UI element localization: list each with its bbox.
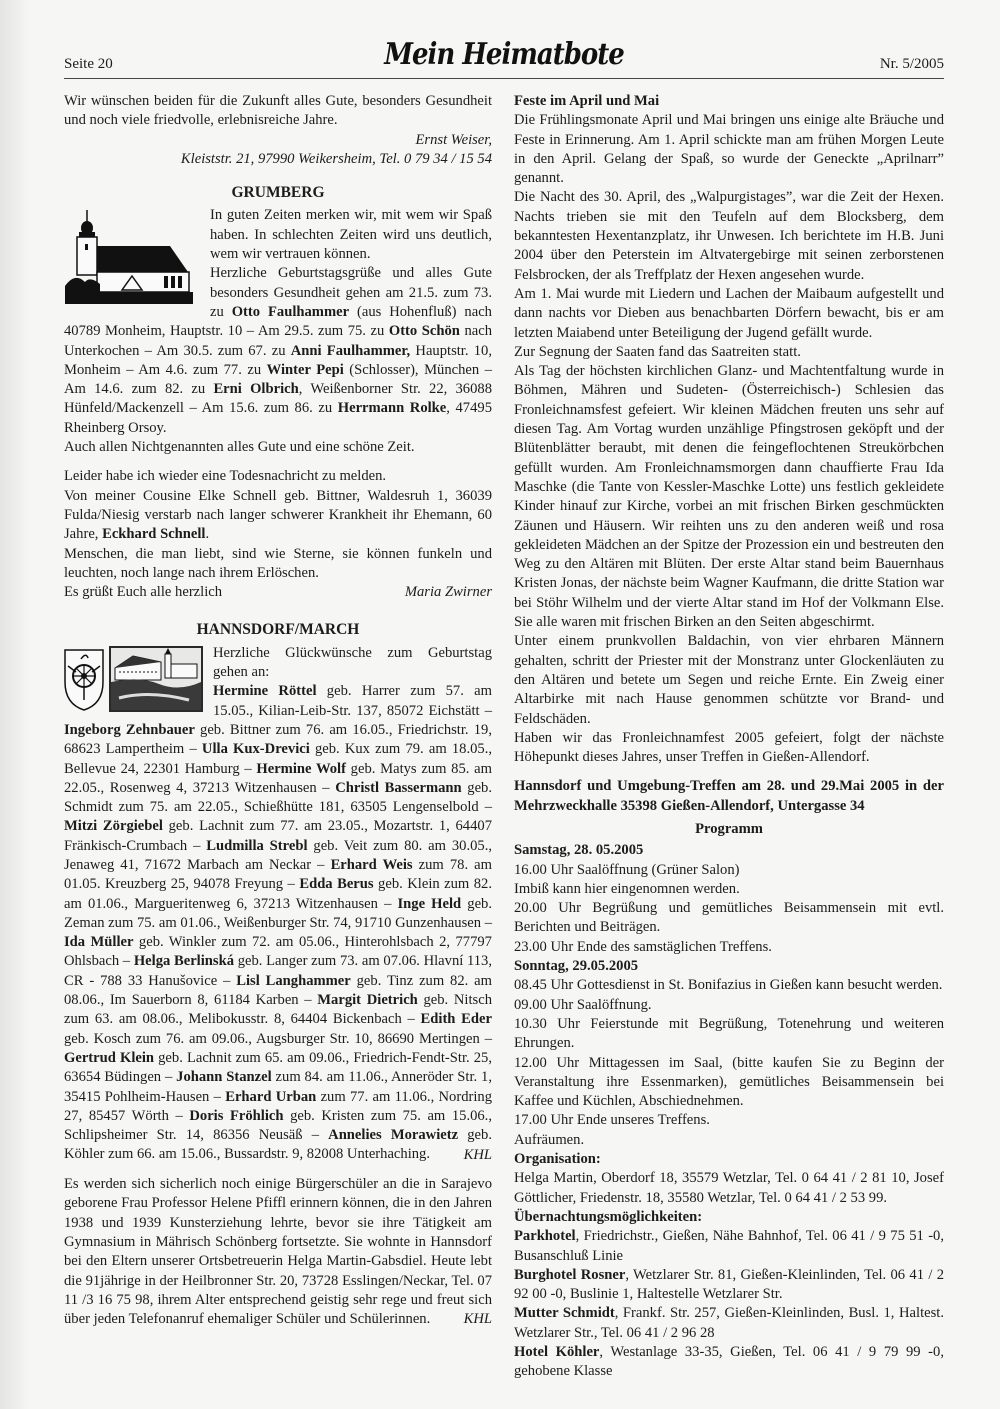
hannsdorf-section [64, 644, 492, 1165]
birthday-details: geb. Winkler zum 72. am 05.06., Hinterohlsbach 2, 77797 Ohlsbach – [64, 934, 492, 970]
person-name: Winter Pepi [266, 361, 344, 378]
text-run: , 47495 Rheinberg Orsoy. [64, 400, 492, 436]
person-name: Annelies Morawietz [328, 1127, 459, 1144]
person-name: Mitzi Zörgiebel [64, 818, 163, 835]
hotel-entry [514, 1304, 944, 1343]
feste-p7: Haben wir das Fronleichnamfest 2005 gefeiert, folgt der nächste Höhepunkt dieses Jahres, unser Treffen in Gießen-Allendorf. [514, 729, 944, 766]
hotel-entry [514, 1266, 944, 1305]
schedule-item: Aufräumen. [514, 1131, 585, 1148]
person-name: Eckhard Schnell [102, 526, 206, 543]
birthday-details: geb. Nitsch zum 63. am 08.06., Melibokusstr. 8, 64404 Bickenbach – [64, 992, 492, 1028]
sunday-schedule [514, 976, 944, 1150]
saturday-schedule [514, 861, 944, 957]
grumberg-section [64, 206, 492, 457]
feste-title: Feste im April und Mai [514, 93, 660, 109]
person-name: Erni Olbrich [213, 381, 299, 398]
signature-name: Ernst Weiser, [415, 131, 492, 148]
masthead-logo: Mein Heimatbote [384, 37, 624, 73]
person-name: Otto Faulhammer [231, 303, 350, 320]
issue-number: Nr. 5/2005 [879, 56, 944, 72]
person-name: Anni Faulhammer, [290, 342, 411, 359]
hotel-list [514, 1227, 944, 1381]
signature-khl: KHL [463, 1311, 492, 1328]
section-title-hannsdorf: HANNSDORF/MARCH [196, 621, 360, 639]
schedule-item: 16.00 Uhr Saalöffnung (Grüner Salon) [514, 861, 740, 878]
right-column [514, 92, 944, 1382]
saturday-title: Samstag, 28. 05.2005 [514, 842, 644, 859]
person-name: Erhard Urban [225, 1088, 317, 1105]
section-title-grumberg: GRUMBERG [231, 184, 325, 202]
birthday-details: geb. Matys zum 85. am 22.05., Rosenweg 4, 37213 Witzenhausen – [64, 760, 492, 796]
text-run: . [205, 526, 210, 543]
text-run: Herzliche Geburtstagsgrüße und alles Gute besonders Gesundheit gehen am 21.5. zum 73. zu [210, 265, 492, 320]
birthday-details: geb. Zeman zum 75. am 01.06., Weißenburger Str. 74, 91710 Gunzenhausen – [64, 895, 493, 931]
text-run: (Schlosser), München – Am 14.6. zum 82. zu [64, 361, 492, 398]
hotel-name: Mutter Schmidt [514, 1305, 615, 1322]
feste-p6: Unter einem prunkvollen Baldachin, von vier ehrbaren Männern gehalten, schritt der Priester mit der Monstranz unter Glockenläuten zu den Altären und betete um Segen und reiche Ernte. Ein Zweig einer Altarbirke mit nach Hause genommen schützte vor Brand- und Feldschäden. [514, 633, 944, 727]
schedule-item: 12.00 Uhr Mittagessen im Saal, (bitte kaufen Sie zu Beginn der Veranstaltung ihre Essenmarken), gemütliches Beisammensein bei Kaffee und Küchlen, Abschiednehmen. [514, 1054, 944, 1110]
schedule-item: 23.00 Uhr Ende des samstäglichen Treffens. [514, 938, 772, 955]
lodging-title: Übernachtungsmöglichkeiten: [514, 1208, 703, 1225]
hotel-details: , Friedrichstr., Gießen, Nähe Bahnhof, Tel. 06 41 / 9 75 51 -0, Busanschluß Linie [514, 1228, 944, 1264]
birthday-details: zum 84. am 11.06., Anneröder Str. 1, 35415 Pohlheim-Hausen – [64, 1069, 492, 1105]
birthday-details: geb. Klein zum 82. am 01.06., Margueritenweg 6, 37213 Witzenhausen – [64, 876, 493, 912]
text-run: , Weißenborner Str. 22, 36088 Hünfeld/Mackenzell – Am 15.6. zum 86. zu [64, 381, 492, 417]
person-name: Hermine Röttel [213, 683, 317, 700]
birthday-details: zum 77. am 11.06., Nordring 27, 85457 Wörth – [64, 1088, 492, 1124]
birthday-details: geb. Schmidt zum 75. am 22.05., Schießhütte 181, 63505 Lengenselbold – [64, 779, 492, 816]
person-name: Margit Dietrich [317, 992, 418, 1009]
hotel-name: Hotel Köhler [514, 1344, 600, 1360]
person-name: Erhard Weis [330, 856, 413, 873]
birthday-details: geb. Tinz zum 82. am 08.06., Im Sauerborn 8, 61184 Karben – [64, 972, 493, 1009]
text-run: Hauptstr. 10, Monheim – Am 4.6. zum 77. zu [64, 342, 492, 378]
text-run: Von meiner Cousine Elke Schnell geb. Bittner, Waldesruh 1, 36039 Fulda/Niesig verstarb nach langer schwerer Krankheit ihr Ehemann, 60 Jahre, [64, 487, 492, 543]
person-name: Doris Fröhlich [189, 1107, 284, 1124]
birthday-details: geb. Köhler zum 66. am 15.06., Bussardstr. 9, 82008 Unterhaching. [64, 1127, 492, 1163]
schedule-item: 09.00 Uhr Saalöffnung. [514, 996, 652, 1013]
schedule-item: 08.45 Uhr Gottesdienst in St. Bonifazius in Gießen kann besucht werden. [514, 977, 943, 994]
treffen-headline: Hannsdorf und Umgebung-Treffen am 28. und 29.Mai 2005 in der Mehrzweckhalle 35398 Gießen-Allendorf, Untergasse 34 [514, 778, 944, 814]
birthday-details: geb. Kristen zum 75. am 15.06., Schlipsheimer Str. 14, 86356 Neusäß – [64, 1107, 492, 1144]
intro-text: Wir wünschen beiden für die Zukunft alles Gute, besonders Gesundheit und noch viele friedvolle, erlebnisreiche Jahre. [64, 93, 492, 129]
org-title: Organisation: [514, 1151, 601, 1168]
grumberg-p1: In guten Zeiten merken wir, mit wem wir Spaß haben. In schlechten Zeiten wird uns deutlich, wem wir vertrauen können. [210, 207, 492, 263]
schedule-item: Imbiß kann hier eingenomnen werden. [514, 880, 740, 897]
birthday-details: geb. Langer zum 73. am 07.06. Hlavní 113, CR - 788 33 Hanušovice – [64, 953, 492, 989]
birthday-details: geb. Veit zum 80. am 30.05., Jenaweg 41, 71672 Marbach am Neckar – [64, 837, 492, 873]
castle-illustration [109, 646, 203, 712]
text-run: nach Unterkochen – Am 30.5. zum 67. zu [64, 323, 492, 359]
schedule-item: 20.00 Uhr Begrüßung und gemütliches Beisammensein mit evtl. Berichten und Beiträgen. [514, 900, 944, 936]
signature-khl: KHL [463, 1146, 492, 1163]
person-name: Herrmann Rolke [337, 400, 447, 417]
hotel-details: , Frankf. Str. 257, Gießen-Kleinlinden, Busl. 1, Haltest. Wetzlarer Str., Tel. 06 41 / 2 96 28 [514, 1305, 944, 1341]
feste-p4: Zur Segnung der Saaten fand das Saatreiten statt. [514, 343, 801, 360]
person-name: Christl Bassermann [335, 779, 462, 796]
schedule-item: 17.00 Uhr Ende unseres Treffens. [514, 1112, 710, 1129]
coat-of-arms-icon [62, 646, 106, 712]
obituary-text [64, 487, 492, 545]
signature: Maria Zwirner [404, 584, 492, 601]
birthday-details: geb. Kosch zum 76. am 09.06., Augsburger Str. 10, 86690 Mertingen – [64, 1030, 492, 1047]
person-name: Ingeborg Zehnbauer [64, 721, 195, 738]
hotel-entry [514, 1343, 944, 1382]
birthday-details: geb. Lachnit zum 65. am 09.06., Friedrich-Fendt-Str. 25, 63654 Büdingen – [64, 1049, 492, 1086]
person-name: Johann Stanzel [176, 1069, 272, 1086]
person-name: Gertrud Klein [64, 1049, 155, 1066]
person-name: Edith Eder [420, 1011, 492, 1028]
birthday-details: geb. Bittner zum 76. am 16.05., Friedrichstr. 19, 68623 Lampertheim – [64, 721, 492, 758]
greeting-line [64, 583, 492, 602]
person-name: Helga Berlinská [133, 953, 234, 970]
org-text: Helga Martin, Oberdorf 18, 35579 Wetzlar, Tel. 0 64 41 / 2 81 10, Josef Göttlicher, Friedenstr. 18, 35580 Wetzlar, Tel. 0 64 41 / 2 53 99. [514, 1170, 944, 1206]
program-title: Programm [695, 820, 763, 837]
birthday-details: zum 78. am 01.05. Kreuzberg 25, 94078 Freyung – [64, 856, 492, 893]
obituary-quote: Menschen, die man liebt, sind wie Sterne, sie können funkeln und leuchten, noch lange nach ihrem Erlöschen. [64, 545, 492, 581]
text-run: (aus Hohenfluß) nach 40789 Monheim, Hauptstr. 10 – Am 29.5. zum 75. zu [64, 303, 492, 340]
signature-address: Kleiststr. 21, 97990 Weikersheim, Tel. 0 79 34 / 15 54 [180, 150, 492, 167]
person-name: Ida Müller [64, 934, 134, 951]
hannsdorf-intro: Herzliche Glückwünsche zum Geburtstag gehen an: [213, 644, 492, 681]
hotel-name: Burghotel Rosner [514, 1266, 626, 1283]
person-name: Inge Held [397, 895, 462, 912]
grumberg-closing: Auch allen Nichtgenannten alles Gute und eine schöne Zeit. [64, 439, 415, 456]
schedule-item: 10.30 Uhr Feierstunde mit Begrüßung, Totenehrung und weiteren Ehrungen. [514, 1015, 944, 1052]
pfiffl-article: Es werden sich sicherlich noch einige Bürgerschüler an die in Sarajevo geborene Frau Professor Helene Pfiffl erinnern können, die in den Jahren 1938 und 1939 Kunsterziehung lehrte, bevor sie ihre Tätigkeit am Gymnasium in Mährisch Schönberg fortsetzte. Sie wohnte in Hannsdorf bei den Eltern unserer Ortsbetreuerin Helga Martin-Gabsdiel. Heute lebt die 91jährige in der Heilbronner Str. 20, 73728 Esslingen/Neckar, Tel. 07 11 /3 16 75 98, ihrem Alter entsprechend geistig sehr rege und freut sich über jeden Telefonanruf ehemaliger Schüler und Schülerinnen. [64, 1176, 492, 1328]
birthday-details: geb. Harrer zum 57. am 15.05., Kilian-Leib-Str. 137, 85072 Eichstätt – [213, 683, 492, 719]
obituary-intro: Leider habe ich wieder eine Todesnachricht zu melden. [64, 468, 387, 485]
birthday-details: geb. Lachnit zum 77. am 23.05., Mozartstr. 1, 64407 Fränkisch-Crumbach – [64, 818, 492, 854]
birthday-list [64, 682, 492, 1164]
person-name: Edda Berus [299, 876, 374, 893]
hotel-name: Parkhotel [514, 1228, 576, 1245]
hotel-details: , Westanlage 33-35, Gießen, Tel. 06 41 / 9 79 99 -0, gehobene Klasse [514, 1344, 944, 1380]
person-name: Lisl Langhammer [236, 972, 351, 989]
hotel-details: , Wetzlarer Str. 81, Gießen-Kleinlinden, Tel. 06 41 / 2 92 00 -0, Buslinie 1, Haltestelle Wetzlarer Str. [514, 1266, 944, 1303]
person-name: Otto Schön [388, 323, 460, 340]
feste-p1: Die Frühlingsmonate April und Mai bringen uns einige alte Bräuche und Feste in Erinnerung. Am 1. April schickte man am frühen Morgen Leute in den April. Gelang der Spaß, so wurde der Geneckte „Aprilnarr” genannt. [514, 112, 944, 187]
sunday-title: Sonntag, 29.05.2005 [514, 958, 639, 975]
church-illustration [60, 208, 200, 304]
feste-p5: Als Tag der höchsten kirchlichen Glanz- und Machtentfaltung wurde in Böhmen, Mähren und Sudeten- (Österreichisch-) Schlesien das Fronleichnamsfest gefeiert. Wir kleinen Mädchen freuten uns sehr auf diesen Tag. Am Vortag wurden unzählige Pfingstrosen geköpft und der Blütenblätter beraubt, mit denen die feingeflochtenen Streukörbchen gefüllt wurden. Am Fronleichnamsmorgen dann chauffierte Frau Ida Maschke (die Tante von Kessler-Maschke Lotte) uns festlich gekleidete Kinder hinauf zur Kirche, vorbei an mit frischen Birken geschmückten Zäunen und Häusern. Wir reihten uns zu den anderen weiß und rosa gekleideten Mädchen an der Spitze der Prozession ein und bestreuten den Weg zu den Altären mit Blüten. Der erste Altar stand beim Bauernhaus Kristen Jonas, der nächste beim Wagner Kaufmann, die dritte Station war bei Stöhr Wilhelm und der vierte Altar stand im Hof der Volkmann Else. Sie alle waren mit frischen Birken an den Seiten abgeschirmt. [514, 363, 944, 631]
feste-p2: Die Nacht des 30. April, des „Walpurgistages”, war die Zeit der Hexen. Nachts trieben sie mit den Teufeln auf dem Blocksberg, dem bekanntesten Hexentanzplatz, ihr Unwesen. Ich berichtete im H.B. Juni 2004 über den Peterstein im Altvatergebirge mit seinen zerborstenen Felsbrocken, der als Treffplatz der Hexen angesehen wurde. [514, 189, 944, 283]
hotel-entry [514, 1227, 944, 1266]
left-column [64, 92, 492, 1330]
greeting: Es grüßt Euch alle herzlich [64, 584, 223, 601]
feste-p3: Am 1. Mai wurde mit Liedern und Lachen der Maibaum aufgestellt und dann nachts vor Dieben aus benachbarten Dörfern bewacht, bis er am letzten Maiabend unter Beteiligung der Jugend gefällt wurde. [514, 285, 944, 341]
person-name: Ludmilla Strebl [206, 837, 308, 854]
scan-edge-shadow [0, 0, 30, 1409]
hannsdorf-images [62, 646, 203, 712]
page-number: Seite 20 [64, 56, 113, 72]
birthday-details: geb. Kux zum 79. am 18.05., Bellevue 24, 22301 Hamburg – [64, 741, 492, 777]
person-name: Ulla Kux-Drevici [201, 741, 310, 758]
page-header [64, 37, 944, 79]
person-name: Hermine Wolf [256, 760, 346, 777]
